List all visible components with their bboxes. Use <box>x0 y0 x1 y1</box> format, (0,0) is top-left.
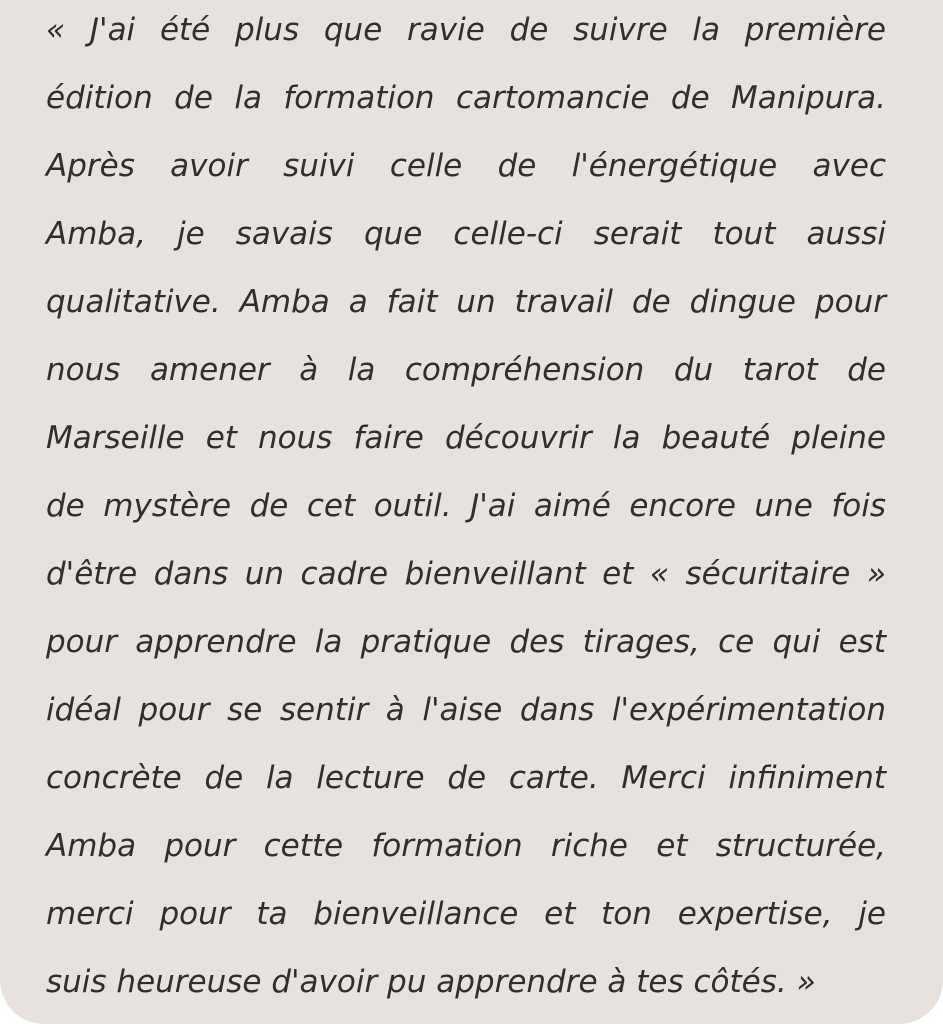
quote-line: concrète de la lecture de carte. Merci infiniment <box>46 760 886 796</box>
quote-line: merci pour ta bienveillance et ton expertise, je <box>46 896 886 932</box>
quote-line: de mystère de cet outil. J'ai aimé encore une fois <box>46 488 886 524</box>
testimonial-quote <box>46 0 886 1016</box>
quote-line: nous amener à la compréhension du tarot de <box>46 352 886 388</box>
quote-line: « J'ai été plus que ravie de suivre la première <box>46 12 886 48</box>
quote-line: pour apprendre la pratique des tirages, ce qui est <box>46 624 886 660</box>
quote-line: Amba, je savais que celle-ci serait tout aussi <box>46 216 886 252</box>
quote-line: Après avoir suivi celle de l'énergétique avec <box>46 148 886 184</box>
quote-line: suis heureuse d'avoir pu apprendre à tes côtés. » <box>46 964 816 1000</box>
quote-line: Marseille et nous faire découvrir la beauté pleine <box>46 420 886 456</box>
quote-line: d'être dans un cadre bienveillant et « sécuritaire » <box>46 556 886 592</box>
quote-line: idéal pour se sentir à l'aise dans l'expérimentation <box>46 692 886 728</box>
quote-line: qualitative. Amba a fait un travail de dingue pour <box>46 284 886 320</box>
quote-line: Amba pour cette formation riche et structurée, <box>46 828 886 864</box>
quote-line: édition de la formation cartomancie de Manipura. <box>46 80 886 116</box>
